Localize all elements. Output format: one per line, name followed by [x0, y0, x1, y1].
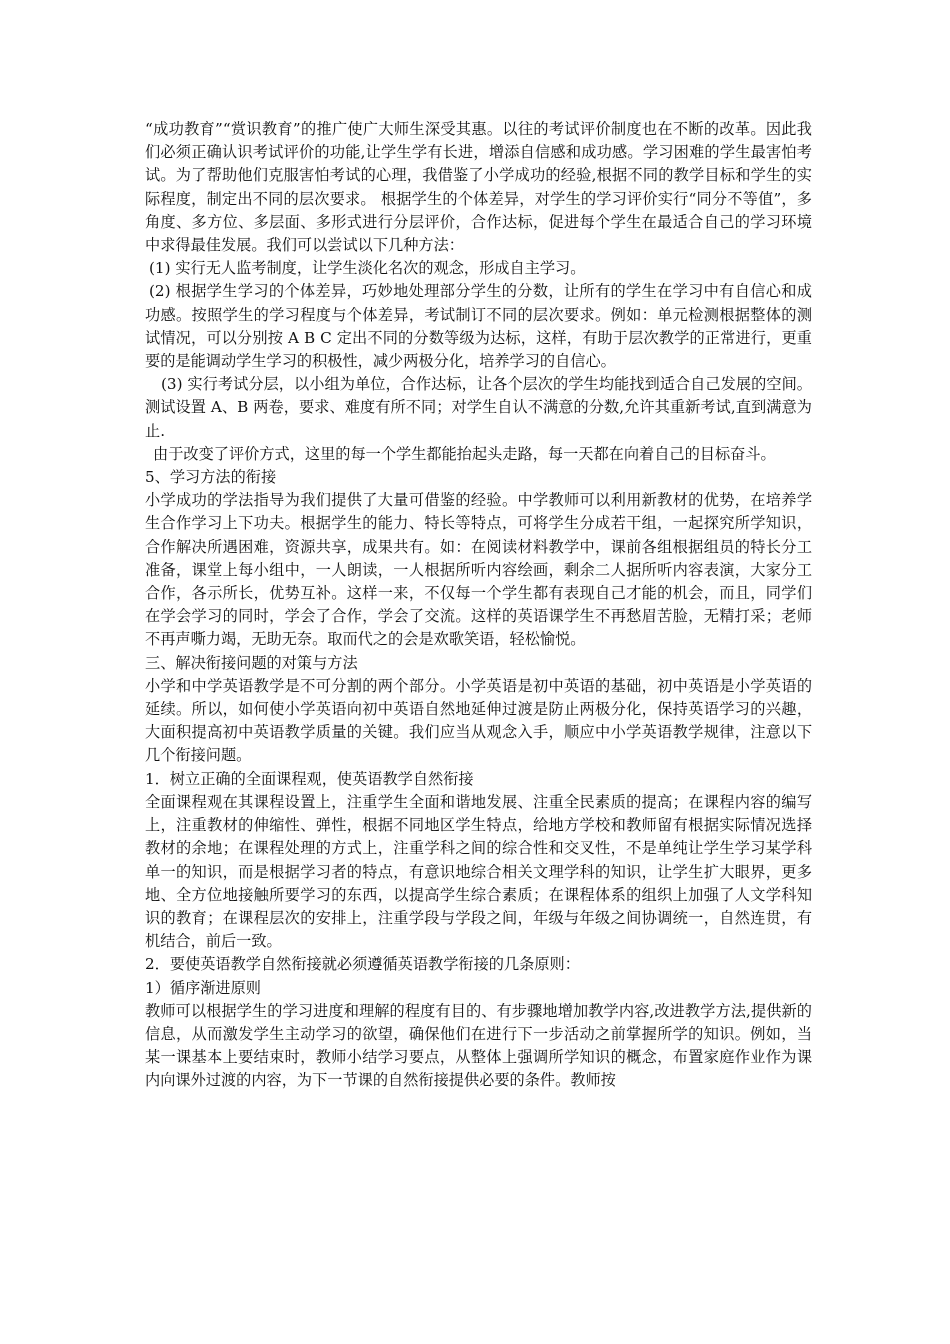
list-item-method-1: (1) 实行无人监考制度，让学生淡化名次的观念，形成自主学习。 [149, 259, 586, 278]
paragraph-study-methods: 小学成功的学法指导为我们提供了大量可借鉴的经验。中学教师可以利用新教材的优势，在培养学生合作学习上下功夫。根据学生的能力、特长等特点，可将学生分成若干组，一起探究所学知识，合作解决所遇困难，资源共享，成果共有。如：在阅读材料教学中，课前各组根据组员的特长分工准备，课堂上每小组中，一人朗读，一人根据所听内容绘画，剩余二人据所听内容表演，大家分工合作，各示所长，优势互补。这样一来，不仅每一个学生都有表现自己才能的机会，而且，同学们在学会学习的同时，学会了合作，学会了交流。这样的英语课学生不再愁眉苦脸，无精打采；老师不再声嘶力竭，无助无奈。取而代之的会是欢歌笑语，轻松愉悦。 [145, 491, 812, 649]
subheading-principles: 2．要使英语教学自然衔接就必须遵循英语教学衔接的几条原则： [145, 955, 580, 974]
subheading-gradual-principle: 1）循序渐进原则 [145, 978, 261, 997]
document-page [145, 118, 812, 1093]
paragraph-strategies-intro: 小学和中学英语教学是不可分割的两个部分。小学英语是初中英语的基础，初中英语是小学英语的延续。所以，如何使小学英语向初中英语自然地延伸过渡是防止两极分化，保持英语学习的兴趣，大面积提高初中英语教学质量的关键。我们应当从观念入手，顺应中小学英语教学规律，注意以下几个衔接问题。 [145, 676, 812, 765]
paragraph-evaluation-result: 由于改变了评价方式，这里的每一个学生都能抬起头走路，每一天都在向着自己的目标奋斗。 [153, 444, 776, 463]
paragraph-gradual-principle: 教师可以根据学生的学习进度和理解的程度有目的、有步骤地增加教学内容,改进教学方法,提供新的信息，从而激发学生主动学习的欲望，确保他们在进行下一步活动之前掌握所学的知识。例如，当某一课基本上要结束时，教师小结学习要点，从整体上强调所学知识的概念，布置家庭作业作为课内向课外过渡的内容，为下一节课的自然衔接提供必要的条件。教师按 [145, 1001, 812, 1090]
list-item-method-3: (3) 实行考试分层，以小组为单位，合作达标，让各个层次的学生均能找到适合自己发展的空间。测试设置 A、B 两卷，要求、难度有所不同；对学生自认不满意的分数,允许其重新考试,直到满意为止. [145, 375, 812, 440]
paragraph-curriculum-view: 全面课程观在其课程设置上，注重学生全面和谐地发展、注重全民素质的提高；在课程内容的编写上，注重教材的伸缩性、弹性，根据不同地区学生特点，给地方学校和教师留有根据实际情况选择教材的余地；在课程处理的方式上，注重学科之间的综合性和交叉性，不是单纯让学生学习某学科单一的知识，而是根据学习者的特点，有意识地综合相关文理学科的知识，让学生扩大眼界，更多地、全方位地接触所要学习的东西，以提高学生综合素质；在课程体系的组织上加强了人文学科知识的教育；在课程层次的安排上，注重学段与学段之间，年级与年级之间协调统一，自然连贯，有机结合，前后一致。 [145, 792, 812, 951]
subheading-curriculum-view: 1．树立正确的全面课程观，使英语教学自然衔接 [145, 769, 474, 788]
list-item-method-2: (2) 根据学生学习的个体差异，巧妙地处理部分学生的分数，让所有的学生在学习中有自信心和成功感。按照学生的学习程度与个体差异，考试制订不同的层次要求。例如：单元检测根据整体的测试情况，可以分别按 A B C 定出不同的分数等级为达标，这样，有助于层次教学的正常进行，更重要的是能调动学生学习的积极性，减少两极分化，培养学习的自信心。 [145, 282, 812, 371]
paragraph-evaluation-intro: “成功教育”“赏识教育”的推广使广大师生深受其惠。以往的考试评价制度也在不断的改革。因此我们必须正确认识考试评价的功能,让学生学有长进，增添自信感和成功感。学习困难的学生最害怕考试。为了帮助他们克服害怕考试的心理，我借鉴了小学成功的经验,根据不同的教学目标和学生的实际程度，制定出不同的层次要求。 根据学生的个体差异，对学生的学习评价实行“同分不等值”，多角度、多方位、多层面、多形式进行分层评价，合作达标，促进每个学生在最适合自己的学习环境中求得最佳发展。我们可以尝试以下几种方法： [145, 120, 812, 255]
section-heading-strategies: 三、解决衔接问题的对策与方法 [145, 653, 358, 672]
section-heading-study-methods: 5、学习方法的衔接 [145, 468, 277, 487]
